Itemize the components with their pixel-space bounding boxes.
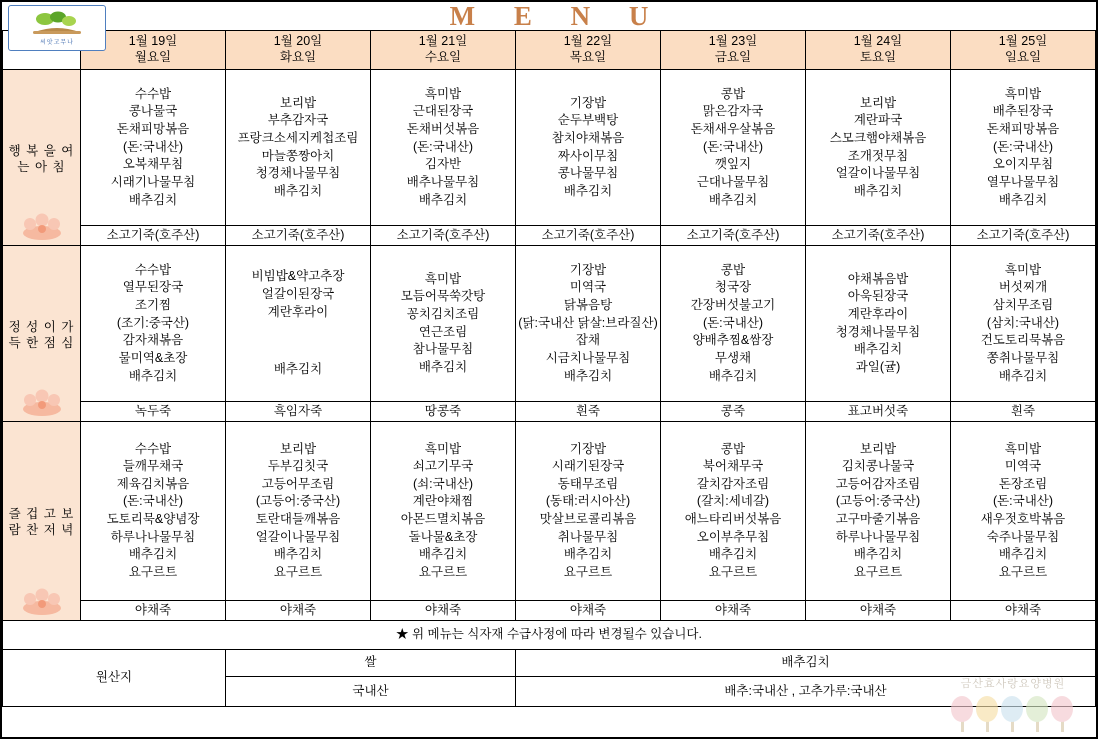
dish: 도토리묵&양념장: [106, 512, 200, 526]
flower-icon: [20, 211, 64, 241]
porridge-wed: 야채죽: [371, 601, 516, 621]
meal-cell-lunch-sat: [806, 246, 951, 402]
meal-cell-breakfast-fri: [661, 70, 806, 226]
page-title: M E N U: [449, 0, 665, 31]
dish: 열무된장국: [122, 280, 184, 295]
dish: 프랑크소세지케첩조림: [237, 130, 359, 145]
dish: 하루나나물무침: [110, 529, 196, 544]
dish: 두부김칫국: [267, 459, 329, 474]
porridge-mon: 녹두죽: [81, 402, 226, 422]
dish: 돈장조림: [998, 476, 1048, 491]
dish: 고구마줄기볶음: [835, 512, 921, 526]
dish: 콩나물국: [128, 104, 178, 119]
dish: 맛살브로콜리볶음: [539, 512, 637, 526]
dish-spacer: [226, 321, 370, 341]
dish: 배추김치: [998, 547, 1048, 562]
dish: 얼갈이된장국: [261, 286, 335, 301]
dish: 맑은감자국: [702, 104, 764, 119]
seedling-icon: [25, 10, 89, 36]
dish: 흑미밥: [424, 441, 462, 456]
meal-cell-dinner-fri: [661, 422, 806, 601]
dish: 마늘쫑짱아치: [261, 148, 335, 163]
day-header-5: [806, 31, 951, 70]
dish: 배추김치: [708, 368, 758, 383]
dish: 미역국: [569, 280, 607, 295]
dish: 배추김치: [128, 547, 178, 562]
dish: 열무나물무침: [986, 174, 1060, 189]
dish: 야채볶음밥: [847, 271, 909, 286]
meal-cell-breakfast-sat: [806, 70, 951, 226]
dish: 수수밥: [134, 262, 172, 277]
dish: 깻잎지: [714, 157, 752, 172]
day-weekday: 화요일: [279, 50, 317, 64]
dish-origin: (닭:국내산 닭살:브라질산): [518, 315, 658, 330]
dish: 오이지무침: [992, 157, 1054, 172]
day-date: 1월 21일: [418, 34, 468, 49]
porridge-tue: 야채죽: [226, 601, 371, 621]
weekly-menu-table: [2, 30, 1096, 707]
meal-cell-lunch-fri: [661, 246, 806, 402]
dish: 배추김치: [563, 183, 613, 198]
porridge-thu: 흰죽: [516, 402, 661, 422]
dish: 양배추찜&쌈장: [692, 333, 774, 348]
day-header-4: [661, 31, 806, 70]
meal-cell-breakfast-sun: [951, 70, 1096, 226]
dish-origin: (돈:국내산): [412, 139, 474, 154]
porridge-tue: 소고기죽(호주산): [226, 226, 371, 246]
dish-origin: (돈:국내산): [122, 494, 184, 509]
meal-footer-row-lunch: [3, 402, 1096, 422]
dish: 배추나물무침: [406, 174, 480, 189]
dish: 취나물무침: [557, 529, 619, 544]
porridge-thu: 야채죽: [516, 601, 661, 621]
dish-origin: (쇠:국내산): [412, 476, 474, 491]
dish: 건도토리묵볶음: [980, 333, 1066, 348]
day-date: 1월 22일: [563, 34, 613, 49]
dish: 요구르트: [708, 564, 758, 579]
meal-cell-lunch-sun: [951, 246, 1096, 402]
dish: 근대된장국: [412, 104, 474, 119]
dish-origin: (돈:국내산): [992, 494, 1054, 509]
dish: 닭볶음탕: [563, 298, 613, 313]
meal-cell-lunch-thu: [516, 246, 661, 402]
porridge-mon: 소고기죽(호주산): [81, 226, 226, 246]
porridge-thu: 소고기죽(호주산): [516, 226, 661, 246]
dish: 꽁치김치조림: [406, 306, 480, 321]
dish-origin: (돈:국내산): [992, 139, 1054, 154]
dish-spacer: [226, 341, 370, 361]
dish: 숙주나물무침: [986, 529, 1060, 544]
dish: 제육김치볶음: [116, 476, 190, 491]
dish: 보리밥: [279, 95, 317, 110]
dish: 요구르트: [273, 564, 323, 579]
day-weekday: 토요일: [859, 50, 897, 64]
dish: 아몬드멸치볶음: [400, 512, 486, 526]
meal-cell-breakfast-mon: [81, 70, 226, 226]
dish: 순두부백탕: [557, 113, 619, 128]
dish: 요구르트: [853, 564, 903, 579]
porridge-fri: 콩죽: [661, 402, 806, 422]
dish: 얼갈이나물무침: [255, 529, 341, 544]
table-header-row: [3, 31, 1096, 70]
dish: 콩나물무침: [557, 166, 619, 181]
flower-icon: [20, 387, 64, 417]
dish: 들깨무채국: [122, 459, 184, 474]
dish: 고등어감자조림: [835, 476, 921, 491]
day-header-6: [951, 31, 1096, 70]
meal-cell-lunch-tue: [226, 246, 371, 402]
dish: 미역국: [1004, 459, 1042, 474]
dish: 잡채: [575, 333, 601, 348]
dish: 배추김치: [128, 192, 178, 207]
dish: 근대나물무침: [696, 174, 770, 189]
dish: 청경채나물무침: [835, 324, 921, 339]
porridge-mon: 야채죽: [81, 601, 226, 621]
side-label-text: 즐 겁 고 보 람 찬 저 녁: [8, 507, 75, 537]
meal-cell-dinner-tue: [226, 422, 371, 601]
hospital-watermark: [938, 675, 1088, 733]
day-header-2: [371, 31, 516, 70]
porridge-fri: 야채죽: [661, 601, 806, 621]
side-label-dinner: [3, 422, 81, 621]
origin-kimchi-value: 배추:국내산 , 고추가루:국내산: [516, 677, 1096, 707]
dish: 기장밥: [569, 262, 607, 277]
meal-cell-dinner-sat: [806, 422, 951, 601]
dish: 흑미밥: [424, 271, 462, 286]
side-label-text: 정 성 이 가 득 한 점 심: [8, 319, 75, 350]
day-weekday: 수요일: [424, 50, 462, 64]
dish: 토란대들깨볶음: [255, 512, 341, 526]
dish-origin: (동태:러시아산): [545, 494, 631, 509]
origin-label: 원산지: [3, 650, 226, 707]
notice-row: [3, 621, 1096, 650]
dish: 흑미밥: [1004, 262, 1042, 277]
dish: 배추김치: [853, 342, 903, 357]
porridge-sun: 야채죽: [951, 601, 1096, 621]
dish: 배추김치: [418, 192, 468, 207]
meal-cell-lunch-wed: [371, 246, 516, 402]
dish-origin: (삼치:국내산): [986, 315, 1060, 330]
dish: 계란야채찜: [412, 494, 474, 509]
dish: 간장버섯불고기: [690, 298, 776, 313]
dish: 콩밥: [720, 441, 746, 456]
dish: 감자채볶음: [122, 333, 184, 348]
dish: 배추김치: [418, 547, 468, 562]
side-label-text: 행 복 을 여 는 아 침: [8, 143, 75, 174]
dish: 돌나물&초장: [408, 529, 478, 544]
dish: 배추김치: [273, 547, 323, 562]
dish: 기장밥: [569, 441, 607, 456]
dish: 짜사이무침: [557, 148, 619, 163]
day-weekday: 일요일: [1004, 50, 1042, 64]
day-weekday: 목요일: [569, 50, 607, 64]
dish: 보리밥: [279, 441, 317, 456]
meal-cell-breakfast-wed: [371, 70, 516, 226]
dish: 시금치나물무침: [545, 350, 631, 365]
porridge-sat: 표고버섯죽: [806, 402, 951, 422]
dish: 쇠고기무국: [412, 459, 474, 474]
origin-row-header: [3, 650, 1096, 677]
dish-origin: (돈:국내산): [702, 139, 764, 154]
origin-kimchi-header: 배추김치: [516, 650, 1096, 677]
dish: 요구르트: [128, 564, 178, 579]
meal-cell-breakfast-thu: [516, 70, 661, 226]
porridge-fri: 소고기죽(호주산): [661, 226, 806, 246]
dish: 조기찜: [134, 298, 172, 313]
dish: 연근조림: [418, 324, 468, 339]
dish: 계란후라이: [847, 306, 909, 321]
dish: 배추김치: [128, 368, 178, 383]
dish: 조개젓무침: [847, 148, 909, 163]
meal-cell-dinner-mon: [81, 422, 226, 601]
dish: 배추김치: [853, 547, 903, 562]
dish: 계란후라이: [267, 304, 329, 319]
dish: 무생채: [714, 350, 752, 365]
day-weekday: 금요일: [714, 50, 752, 64]
day-date: 1월 23일: [708, 34, 758, 49]
dish: 수수밥: [134, 86, 172, 101]
dish: 애느타리버섯볶음: [684, 512, 782, 526]
dish: 스모크햄야채볶음: [829, 130, 927, 145]
logo-text: 씨앗고무나: [40, 40, 74, 46]
hospital-name: 금산효사랑요양병원: [960, 678, 1066, 690]
dish: 시래기된장국: [551, 459, 625, 474]
dish-origin: (돈:국내산): [702, 315, 764, 330]
dish: 기장밥: [569, 95, 607, 110]
dish: 김자반: [424, 157, 462, 172]
dish: 배추김치: [998, 192, 1048, 207]
dish: 배추김치: [708, 547, 758, 562]
porridge-wed: 소고기죽(호주산): [371, 226, 516, 246]
dish-origin: (갈치:세네갈): [696, 494, 770, 509]
dish: 물미역&초장: [118, 350, 188, 365]
dish: 요구르트: [998, 564, 1048, 579]
dish: 모듬어묵쑥갓탕: [400, 289, 486, 304]
dish: 배추김치: [998, 368, 1048, 383]
dish: 수수밥: [134, 441, 172, 456]
dish: 북어채무국: [702, 459, 764, 474]
dish: 흑미밥: [424, 86, 462, 101]
origin-rice-header: 쌀: [226, 650, 516, 677]
dish: 하루나나물무침: [835, 529, 921, 544]
dish: 비빔밥&약고추장: [251, 269, 345, 284]
dish: 콩밥: [720, 262, 746, 277]
dish: 과일(귤): [855, 359, 901, 374]
dish: 고등어무조림: [261, 476, 335, 491]
dish: 참나물무침: [412, 342, 474, 357]
dish: 흑미밥: [1004, 441, 1042, 456]
day-date: 1월 24일: [853, 34, 903, 49]
dish-origin: (조기:중국산): [116, 315, 190, 330]
notice-text: ★ 위 메뉴는 식자재 수급사정에 따라 변경될수 있습니다.: [3, 621, 1096, 650]
day-header-3: [516, 31, 661, 70]
dish: 부추감자국: [267, 113, 329, 128]
porridge-sat: 야채죽: [806, 601, 951, 621]
dish: 삼치무조림: [992, 298, 1054, 313]
porridge-sun: 소고기죽(호주산): [951, 226, 1096, 246]
meal-row-breakfast: [3, 70, 1096, 226]
dish: 배추김치: [563, 547, 613, 562]
dish: 돈채피망볶음: [986, 122, 1060, 137]
trees-icon: [938, 691, 1088, 735]
meal-cell-dinner-sun: [951, 422, 1096, 601]
dish: 쫑취나물무침: [986, 350, 1060, 365]
day-date: 1월 25일: [998, 34, 1048, 49]
flower-icon: [20, 586, 64, 616]
porridge-tue: 흑임자죽: [226, 402, 371, 422]
dish: 시래기나물무침: [110, 174, 196, 189]
day-date: 1월 19일: [128, 34, 178, 49]
dish: 돈채피망볶음: [116, 122, 190, 137]
dish: 배추김치: [563, 368, 613, 383]
dish: 새우젓호박볶음: [980, 512, 1066, 526]
meal-row-lunch: [3, 246, 1096, 402]
dish-origin: (고등어:중국산): [255, 494, 341, 509]
meal-cell-lunch-mon: [81, 246, 226, 402]
menu-body: [3, 70, 1096, 707]
side-label-lunch: [3, 246, 81, 422]
organization-logo: [8, 5, 106, 51]
dish: 청경채나물무침: [255, 166, 341, 181]
dish-origin: (고등어:중국산): [835, 494, 921, 509]
dish: 콩밥: [720, 86, 746, 101]
dish: 청국장: [714, 280, 752, 295]
dish: 오이부추무침: [696, 529, 770, 544]
dish: 동태무조림: [557, 476, 619, 491]
dish: 흑미밥: [1004, 86, 1042, 101]
day-weekday: 월요일: [134, 50, 172, 64]
dish: 얼갈이나물무침: [835, 166, 921, 181]
porridge-sat: 소고기죽(호주산): [806, 226, 951, 246]
meal-cell-dinner-thu: [516, 422, 661, 601]
dish: 요구르트: [418, 564, 468, 579]
dish: 보리밥: [859, 441, 897, 456]
day-date: 1월 20일: [273, 34, 323, 49]
side-label-breakfast: [3, 70, 81, 246]
dish: 아욱된장국: [847, 289, 909, 304]
dish: 배추된장국: [992, 104, 1054, 119]
dish: 배추김치: [273, 183, 323, 198]
dish: 배추김치: [273, 362, 323, 377]
dish: 오복채무침: [122, 157, 184, 172]
dish: 배추김치: [708, 192, 758, 207]
dish: 돈채버섯볶음: [406, 122, 480, 137]
dish: 배추김치: [418, 359, 468, 374]
meal-footer-row-breakfast: [3, 226, 1096, 246]
meal-cell-breakfast-tue: [226, 70, 371, 226]
dish: 참치야채볶음: [551, 130, 625, 145]
dish: 계란파국: [853, 113, 903, 128]
dish: 갈치감자조림: [696, 476, 770, 491]
dish: 배추김치: [853, 183, 903, 198]
origin-rice-value: 국내산: [226, 677, 516, 707]
dish: 요구르트: [563, 564, 613, 579]
dish: 보리밥: [859, 95, 897, 110]
meal-footer-row-dinner: [3, 601, 1096, 621]
porridge-wed: 땅콩죽: [371, 402, 516, 422]
dish-origin: (돈:국내산): [122, 139, 184, 154]
meal-cell-dinner-wed: [371, 422, 516, 601]
meal-row-dinner: [3, 422, 1096, 601]
day-header-1: [226, 31, 371, 70]
dish: 돈채새우살볶음: [690, 122, 776, 137]
dish: 버섯찌개: [998, 280, 1048, 295]
porridge-sun: 흰죽: [951, 402, 1096, 422]
dish: 김치콩나물국: [841, 459, 915, 474]
